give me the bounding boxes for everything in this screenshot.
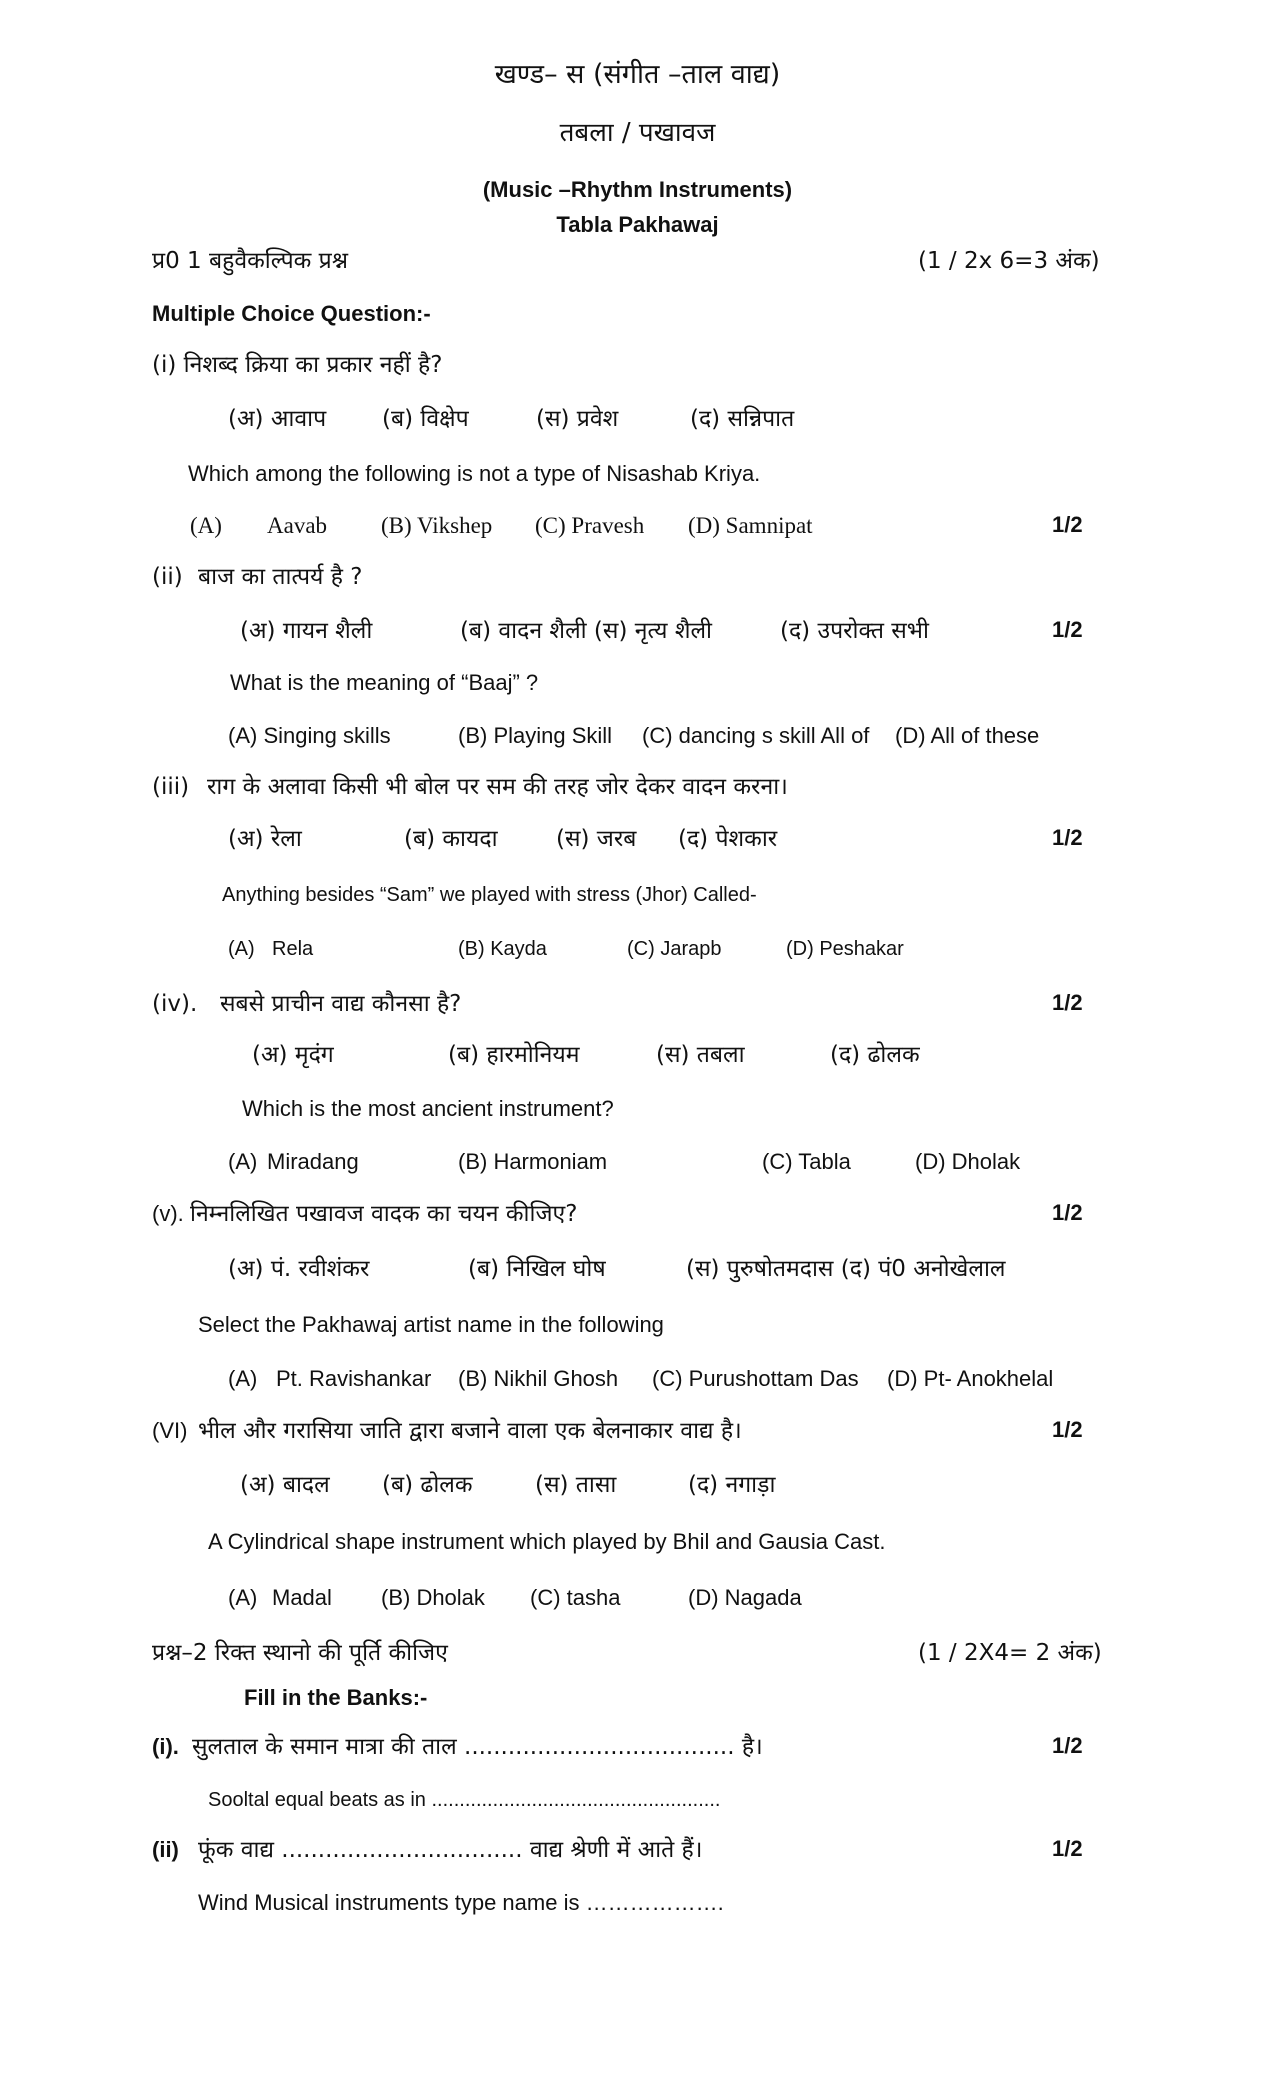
q1-v-hindi-question: निम्नलिखित पखावज वादक का चयन कीजिए? (190, 1201, 578, 1227)
subject-english: (Music –Rhythm Instruments) (482, 177, 793, 202)
option: (ब) विक्षेप (382, 406, 469, 432)
option: (D) Nagada (688, 1585, 802, 1610)
q1-v-mark: 1/2 (1052, 1200, 1083, 1225)
option: Miradang (267, 1149, 359, 1174)
option: (द) ढोलक (830, 1042, 920, 1068)
q1-iii-number: (iii) (152, 774, 190, 800)
section-title: खण्ड– स (संगीत –ताल वाद्य) (494, 59, 781, 90)
q1-i-hindi-question: (i) निशब्द क्रिया का प्रकार नहीं है? (152, 352, 443, 378)
option: Pt. Ravishankar (276, 1366, 432, 1391)
option: (अ) बादल (240, 1472, 330, 1498)
q2-heading-en: Fill in the Banks:- (244, 1685, 428, 1710)
q1-label: प्र0 1 बहुवैकल्पिक प्रश्न (152, 248, 348, 274)
q2-ii-number: (ii) (152, 1837, 179, 1862)
q1-i-mark: 1/2 (1052, 512, 1083, 537)
q1-v-english-question: Select the Pakhawaj artist name in the following (198, 1312, 664, 1337)
option: (B) Playing Skill (458, 723, 613, 748)
option: (द) पेशकार (678, 826, 778, 852)
option: (B) Kayda (458, 938, 547, 960)
option: (B) Dholak (381, 1585, 485, 1610)
option: Madal (272, 1585, 332, 1610)
option: (अ) गायन शैली (240, 618, 373, 644)
q1-iv-english-question: Which is the most ancient instrument? (242, 1096, 614, 1121)
q2-ii-english-question: Wind Musical instruments type name is ………………. (198, 1890, 724, 1915)
option: (C) tasha (530, 1585, 621, 1610)
q1-ii-mark: 1/2 (1052, 617, 1083, 642)
subject-english-2: Tabla Pakhawaj (556, 212, 719, 237)
option: (D) Samnipat (688, 513, 813, 538)
q1-ii-hindi-question: बाज का तात्पर्य है ? (198, 564, 363, 590)
q1-iii-english-question: Anything besides “Sam” we played with stress (Jhor) Called- (222, 884, 757, 906)
option: (D) Peshakar (786, 938, 904, 960)
q2-i-number: (i). (152, 1734, 179, 1759)
option: (अ) आवाप (228, 406, 327, 432)
option: (C) Purushottam Das (652, 1366, 859, 1391)
q2-label: प्रश्न–2 रिक्त स्थानो की पूर्ति कीजिए (152, 1640, 448, 1666)
option: (स) प्रवेश (536, 406, 619, 432)
option: (D) Pt- Anokhelal (887, 1366, 1054, 1391)
option: (C) Pravesh (535, 513, 645, 538)
q1-ii-number: (ii) (152, 564, 183, 590)
q1-vi-english-question: A Cylindrical shape instrument which played by Bhil and Gausia Cast. (208, 1529, 886, 1554)
option: (C) dancing s skill All of (642, 723, 870, 748)
option-letter: (A) (228, 1366, 258, 1391)
option: (B) Vikshep (381, 513, 493, 538)
q1-iv-number: (iv). (152, 991, 198, 1017)
q1-iv-mark: 1/2 (1052, 990, 1083, 1015)
q2-ii-mark: 1/2 (1052, 1836, 1083, 1861)
q2-ii-hindi-question: फूंक वाद्य ................................. वाद्य श्रेणी में आते हैं। (198, 1837, 703, 1863)
option: (ब) कायदा (404, 826, 498, 852)
option: (अ) रेला (228, 826, 302, 852)
option: (द) नगाड़ा (688, 1472, 776, 1498)
option: (ब) ढोलक (382, 1472, 473, 1498)
q1-vi-hindi-question: भील और गरासिया जाति द्वारा बजाने वाला एक बेलनाकार वाद्य है। (198, 1418, 742, 1444)
q2-i-mark: 1/2 (1052, 1733, 1083, 1758)
q1-heading-en: Multiple Choice Question:- (152, 301, 431, 326)
option: Aavab (267, 513, 328, 538)
option: (B) Harmoniam (458, 1149, 608, 1174)
option: (द) सन्निपात (690, 406, 795, 432)
option: (स) तासा (535, 1472, 617, 1498)
option-letter: (A) (228, 1149, 258, 1174)
q1-marks: (1 / 2x 6=3 अंक) (918, 248, 1100, 274)
q1-iii-mark: 1/2 (1052, 825, 1083, 850)
option-letter: (A) (228, 938, 255, 960)
q2-marks: (1 / 2X4= 2 अंक) (918, 1640, 1102, 1666)
q1-i-english-question (188, 459, 760, 489)
q2-i-english-question: Sooltal equal beats as in .................................................... (208, 1789, 721, 1811)
q1-vi-number: (VI) (152, 1418, 188, 1443)
option: (अ) मृदंग (252, 1042, 334, 1068)
q1-iv-hindi-question: सबसे प्राचीन वाद्य कौनसा है? (220, 991, 462, 1017)
q2-i-hindi-question: सुलताल के समान मात्रा की ताल ..................................... है। (192, 1734, 763, 1760)
option: (स) जरब (556, 826, 637, 852)
option: (D) Dholak (915, 1149, 1021, 1174)
option: (B) Nikhil Ghosh (458, 1366, 619, 1391)
subject-hindi: तबला / पखावज (559, 118, 716, 148)
option-letter: (A) (190, 513, 222, 538)
option: Rela (272, 938, 314, 960)
q1-v-number: (v). (152, 1201, 184, 1226)
q1-ii-english-question: What is the meaning of “Baaj” ? (230, 670, 539, 695)
option-letter: (A) (228, 1585, 258, 1610)
question-text: Which among the following is not a type of Nisashab Kriya. (188, 461, 761, 486)
option: (ब) निखिल घोष (468, 1256, 606, 1282)
option: (ब) हारमोनियम (448, 1042, 580, 1068)
option: (C) Jarapb (627, 938, 722, 960)
option: (D) All of these (895, 723, 1040, 748)
option: (ब) वादन शैली (स) नृत्य शैली (460, 618, 713, 644)
option: (स) तबला (656, 1042, 745, 1068)
q1-iii-hindi-question: राग के अलावा किसी भी बोल पर सम की तरह जोर देकर वादन करना। (207, 774, 788, 800)
option: (C) Tabla (762, 1149, 851, 1174)
option: (स) पुरुषोतमदास (द) पं0 अनोखेलाल (686, 1256, 1006, 1282)
option: (द) उपरोक्त सभी (780, 618, 929, 644)
option: (अ) पं. रवीशंकर (228, 1256, 370, 1282)
q1-vi-mark: 1/2 (1052, 1417, 1083, 1442)
option: (A) Singing skills (228, 723, 391, 748)
